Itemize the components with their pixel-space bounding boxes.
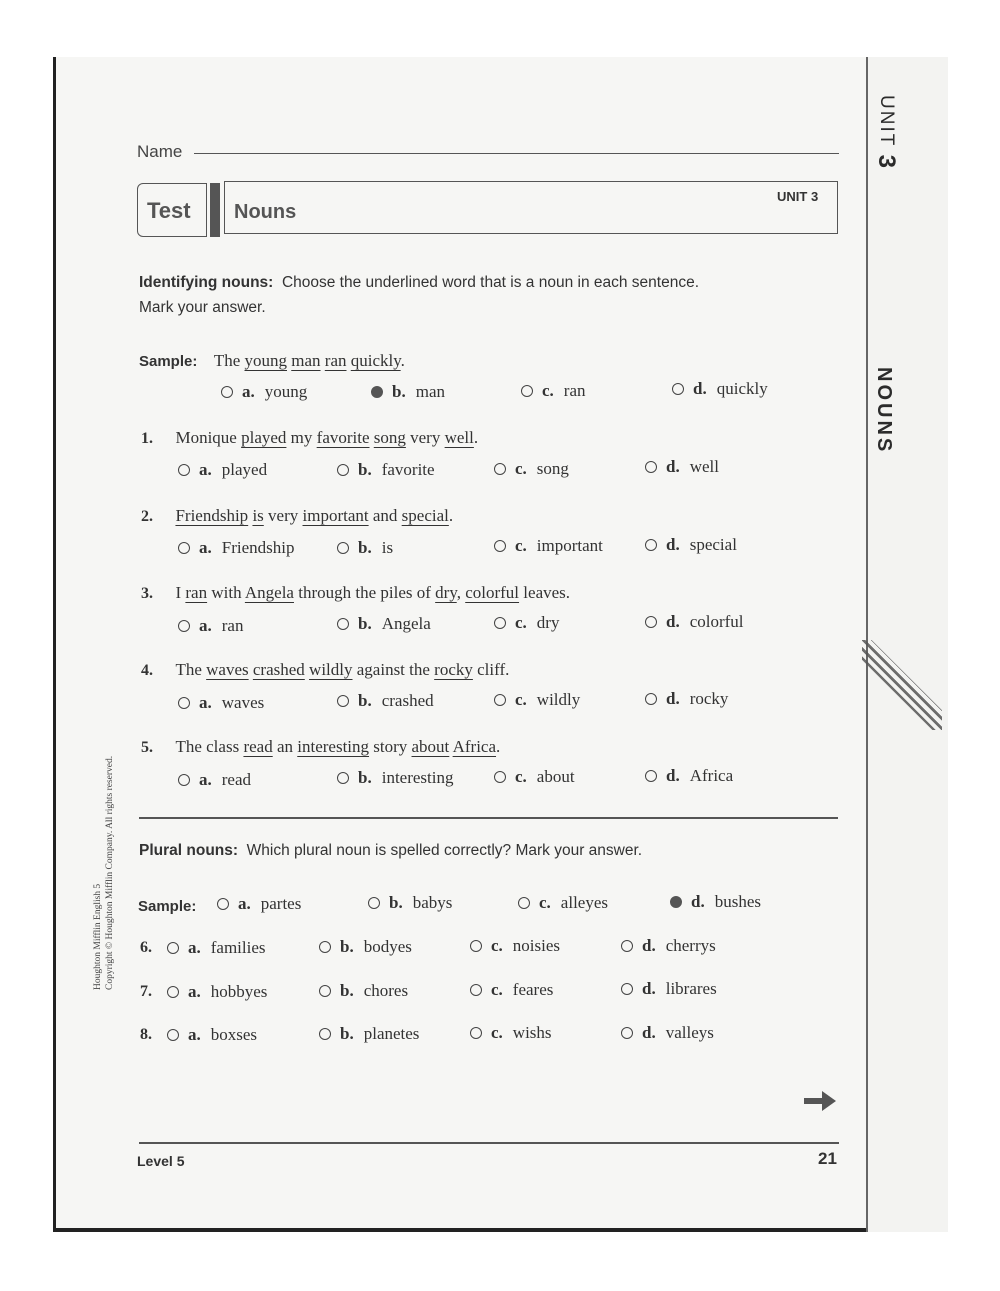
answer-bubble[interactable]	[470, 984, 482, 996]
sentence-part: ,	[456, 583, 466, 602]
answer-bubble[interactable]	[521, 385, 533, 397]
q2-option-a[interactable]	[178, 538, 294, 558]
option-letter: c.	[515, 536, 527, 555]
answer-bubble[interactable]	[167, 1029, 179, 1041]
answer-bubble[interactable]	[494, 771, 506, 783]
option-text: important	[536, 536, 603, 555]
option-text: babys	[412, 893, 453, 912]
option-letter: c.	[515, 459, 527, 478]
q4-option-d[interactable]	[645, 689, 728, 709]
sentence-part: The	[175, 660, 207, 679]
sample2-option-d[interactable]	[670, 892, 761, 912]
q3-option-d[interactable]	[645, 612, 744, 632]
option-letter: b.	[340, 937, 354, 956]
option-letter: d.	[642, 936, 656, 955]
underlined-word: read	[243, 737, 273, 756]
option-letter: d.	[693, 379, 707, 398]
answer-bubble[interactable]	[494, 694, 506, 706]
option-letter: a.	[199, 693, 212, 712]
option-letter: a.	[199, 538, 212, 557]
option-text: noisies	[512, 936, 561, 955]
answer-bubble[interactable]	[337, 542, 349, 554]
question-number: 2.	[141, 508, 153, 525]
sample2-option-b[interactable]	[368, 893, 452, 913]
sentence-part: Monique	[175, 428, 242, 447]
option-letter: c.	[539, 893, 551, 912]
underlined-word: Angela	[244, 583, 294, 602]
option-letter: d.	[666, 535, 680, 554]
q4-option-c[interactable]	[494, 690, 580, 710]
option-text: feares	[512, 980, 554, 999]
option-text: planetes	[363, 1024, 420, 1043]
underlined-word: favorite	[316, 428, 370, 447]
option-text: is	[381, 538, 394, 557]
side-unit-number: 3	[873, 154, 900, 170]
option-letter: b.	[358, 768, 372, 787]
option-text: valleys	[665, 1023, 714, 1042]
q7-option-c[interactable]	[470, 980, 553, 1000]
q8-option-a[interactable]	[167, 1025, 257, 1045]
answer-bubble[interactable]	[494, 540, 506, 552]
q6-option-b[interactable]	[319, 937, 412, 957]
sample1-option-c[interactable]	[521, 381, 586, 401]
footer-rule	[139, 1142, 839, 1144]
option-text: rocky	[689, 689, 729, 708]
option-text: special	[689, 535, 737, 554]
q4-option-b[interactable]	[337, 691, 434, 711]
option-text: wildly	[536, 690, 581, 709]
level-label: Level 5	[137, 1153, 185, 1169]
answer-bubble[interactable]	[621, 940, 633, 952]
option-letter: c.	[515, 767, 527, 786]
right-arrow-icon[interactable]	[802, 1088, 838, 1114]
option-text: bushes	[714, 892, 761, 911]
answer-bubble[interactable]	[645, 461, 657, 473]
underlined-word: rocky	[434, 660, 473, 679]
sample-text	[214, 351, 405, 370]
option-text: ran	[563, 381, 586, 400]
option-text: colorful	[689, 612, 744, 631]
question-number: 5.	[141, 739, 153, 756]
q1-option-b[interactable]	[337, 460, 435, 480]
option-letter: b.	[389, 893, 403, 912]
sentence-part: .	[496, 737, 501, 756]
sample1-option-a[interactable]	[221, 382, 307, 402]
underlined-word: colorful	[465, 583, 520, 602]
option-letter: a.	[199, 460, 212, 479]
option-letter: a.	[238, 894, 251, 913]
answer-bubble[interactable]	[167, 986, 179, 998]
option-text: crashed	[381, 691, 434, 710]
q3-option-a[interactable]	[178, 616, 243, 636]
question-number: 3.	[141, 585, 153, 602]
underlined-word: is	[252, 506, 264, 525]
option-letter: b.	[358, 538, 372, 557]
q5-option-b[interactable]	[337, 768, 453, 788]
q5-option-c[interactable]	[494, 767, 575, 787]
sentence-part: an	[272, 737, 298, 756]
option-letter: a.	[199, 616, 212, 635]
underlined-word: Africa	[452, 737, 497, 756]
copyright-line-2: Copyright © Houghton Mifflin Company. All rights reserved.	[105, 755, 115, 990]
answer-bubble[interactable]	[470, 940, 482, 952]
option-letter: a.	[188, 938, 201, 957]
underlined-word: waves	[206, 660, 249, 679]
underlined-word: special	[401, 506, 449, 525]
q2-option-c[interactable]	[494, 536, 603, 556]
answer-bubble[interactable]	[494, 617, 506, 629]
option-letter: b.	[392, 382, 406, 401]
answer-bubble-filled[interactable]	[670, 896, 682, 908]
answer-bubble[interactable]	[337, 618, 349, 630]
copyright-notice	[92, 756, 116, 990]
underlined-word: quickly	[350, 351, 401, 370]
question-5	[141, 737, 500, 757]
question-sentence	[175, 583, 570, 602]
page-number: 21	[818, 1149, 837, 1168]
option-text: librares	[665, 979, 717, 998]
option-letter: d.	[642, 979, 656, 998]
underlined-word: man	[291, 351, 321, 370]
option-letter: c.	[491, 980, 503, 999]
underlined-word: played	[241, 428, 287, 447]
sentence-part: .	[448, 506, 454, 525]
option-letter: d.	[666, 689, 680, 708]
option-letter: c.	[491, 1023, 503, 1042]
underlined-word: ran	[185, 583, 208, 602]
q6-option-a[interactable]	[167, 938, 266, 958]
option-text: boxses	[210, 1025, 258, 1044]
answer-bubble-filled[interactable]	[371, 386, 383, 398]
underlined-word: young	[244, 351, 287, 370]
underlined-word: interesting	[297, 737, 370, 756]
option-letter: a.	[199, 770, 212, 789]
sentence-part: .	[400, 351, 405, 370]
q2-option-d[interactable]	[645, 535, 737, 555]
side-tab-strip	[866, 57, 948, 1232]
q1-option-c[interactable]	[494, 459, 569, 479]
answer-bubble[interactable]	[319, 1028, 331, 1040]
question-7-number: 7.	[140, 983, 152, 1000]
option-text: wishs	[512, 1023, 552, 1042]
underlined-word: song	[373, 428, 406, 447]
answer-bubble[interactable]	[494, 463, 506, 475]
answer-bubble[interactable]	[518, 897, 530, 909]
q1-option-d[interactable]	[645, 457, 719, 477]
option-text: partes	[260, 894, 302, 913]
option-text: quickly	[716, 379, 768, 398]
option-letter: c.	[515, 690, 527, 709]
section-divider	[139, 817, 838, 819]
name-field[interactable]	[194, 153, 839, 154]
option-text: families	[210, 938, 266, 957]
section1-instruction-text: Choose the underlined word that is a noun in each sentence.	[281, 274, 700, 291]
option-text: Africa	[689, 766, 734, 785]
answer-bubble[interactable]	[621, 983, 633, 995]
question-sentence	[175, 428, 478, 447]
option-text: ran	[221, 616, 244, 635]
q7-option-d[interactable]	[621, 979, 717, 999]
option-text: Friendship	[221, 538, 295, 557]
option-text: young	[264, 382, 308, 401]
section1-heading: Identifying nouns:	[139, 274, 274, 291]
answer-bubble[interactable]	[167, 942, 179, 954]
answer-bubble[interactable]	[621, 1027, 633, 1039]
q7-option-a[interactable]	[167, 982, 267, 1002]
question-sentence	[175, 506, 453, 525]
answer-bubble[interactable]	[221, 386, 233, 398]
option-text: well	[689, 457, 719, 476]
option-text: hobbyes	[210, 982, 268, 1001]
question-1	[141, 428, 478, 448]
section2-instruction-text: Which plural noun is spelled correctly? Mark your answer.	[246, 842, 643, 859]
option-text: cherrys	[665, 936, 716, 955]
section2-heading: Plural nouns:	[139, 842, 239, 859]
q3-option-b[interactable]	[337, 614, 431, 634]
side-unit-word: UNIT	[876, 95, 897, 148]
option-text: read	[221, 770, 252, 789]
sentence-part: .	[473, 428, 479, 447]
sentence-part: cliff.	[472, 660, 510, 679]
underlined-word: about	[411, 737, 450, 756]
q6-option-d[interactable]	[621, 936, 716, 956]
question-4	[141, 660, 509, 680]
question-number: 1.	[141, 430, 153, 447]
underlined-word: well	[444, 428, 474, 447]
option-letter: b.	[340, 981, 354, 1000]
option-letter: c.	[542, 381, 554, 400]
answer-bubble[interactable]	[178, 542, 190, 554]
sample2-option-a[interactable]	[217, 894, 301, 914]
sentence-part: against the	[352, 660, 435, 679]
sample2-option-c[interactable]	[518, 893, 608, 913]
option-text: played	[221, 460, 268, 479]
answer-bubble[interactable]	[645, 770, 657, 782]
answer-bubble[interactable]	[337, 772, 349, 784]
option-text: favorite	[381, 460, 435, 479]
option-letter: b.	[358, 460, 372, 479]
underlined-word: important	[302, 506, 369, 525]
q8-option-c[interactable]	[470, 1023, 552, 1043]
answer-bubble[interactable]	[319, 985, 331, 997]
option-letter: a.	[188, 982, 201, 1001]
question-8-number: 8.	[140, 1026, 152, 1043]
answer-bubble[interactable]	[217, 898, 229, 910]
option-letter: b.	[358, 614, 372, 633]
answer-bubble[interactable]	[178, 697, 190, 709]
sample1-option-b[interactable]	[371, 382, 445, 402]
option-text: song	[536, 459, 569, 478]
q6-option-c[interactable]	[470, 936, 560, 956]
answer-bubble[interactable]	[368, 897, 380, 909]
question-sentence	[175, 737, 500, 756]
answer-bubble[interactable]	[672, 383, 684, 395]
section1-instruction	[139, 274, 699, 292]
page-title: Nouns	[234, 201, 297, 223]
option-letter: a.	[242, 382, 255, 401]
sentence-part: leaves.	[519, 583, 571, 602]
q5-option-d[interactable]	[645, 766, 733, 786]
sentence-part: The class	[175, 737, 244, 756]
option-letter: c.	[515, 613, 527, 632]
sentence-part: my	[286, 428, 317, 447]
q2-option-b[interactable]	[337, 538, 393, 558]
option-letter: d.	[666, 457, 680, 476]
sample2-label: Sample:	[138, 898, 197, 915]
option-letter: c.	[491, 936, 503, 955]
question-3	[141, 583, 570, 603]
sample-label: Sample:	[139, 353, 198, 370]
question-sentence	[175, 660, 509, 679]
option-text: about	[536, 767, 575, 786]
sentence-part: and	[368, 506, 402, 525]
question-2	[141, 506, 453, 526]
test-label: Test	[147, 198, 191, 223]
q7-option-b[interactable]	[319, 981, 408, 1001]
sentence-part: very	[263, 506, 303, 525]
title-box	[224, 181, 838, 234]
answer-bubble[interactable]	[178, 774, 190, 786]
underlined-word: crashed	[252, 660, 305, 679]
sentence-part: with	[207, 583, 245, 602]
copyright-line-1: Houghton Mifflin English 5	[93, 883, 103, 990]
q8-option-b[interactable]	[319, 1024, 419, 1044]
option-letter: d.	[666, 766, 680, 785]
underlined-word: ran	[324, 351, 347, 370]
answer-bubble[interactable]	[337, 464, 349, 476]
sample-sentence-1	[139, 351, 405, 371]
option-letter: d.	[642, 1023, 656, 1042]
side-unit-tab	[872, 95, 900, 170]
header-divider-bar	[210, 183, 220, 237]
option-text: bodyes	[363, 937, 412, 956]
q3-option-c[interactable]	[494, 613, 559, 633]
option-text: chores	[363, 981, 409, 1000]
question-number: 4.	[141, 662, 153, 679]
answer-bubble[interactable]	[337, 695, 349, 707]
option-letter: d.	[691, 892, 705, 911]
option-letter: b.	[358, 691, 372, 710]
name-label: Name	[137, 142, 183, 161]
option-text: dry	[536, 613, 560, 632]
answer-bubble[interactable]	[470, 1027, 482, 1039]
option-text: alleyes	[560, 893, 608, 912]
answer-bubble[interactable]	[645, 539, 657, 551]
sentence-part: through the piles of	[293, 583, 436, 602]
answer-bubble[interactable]	[645, 616, 657, 628]
option-text: man	[415, 382, 445, 401]
unit-label: UNIT 3	[777, 189, 819, 204]
q1-option-a[interactable]	[178, 460, 267, 480]
option-text: Angela	[381, 614, 431, 633]
question-6-number: 6.	[140, 939, 152, 956]
answer-bubble[interactable]	[319, 941, 331, 953]
q8-option-d[interactable]	[621, 1023, 714, 1043]
underlined-word: dry	[435, 583, 457, 602]
section1-instruction-line2: Mark your answer.	[139, 299, 266, 316]
option-text: interesting	[381, 768, 454, 787]
q4-option-a[interactable]	[178, 693, 264, 713]
sentence-part: I	[175, 583, 186, 602]
underlined-word: wildly	[309, 660, 353, 679]
option-text: waves	[221, 693, 265, 712]
sentence-part: story	[369, 737, 412, 756]
option-letter: b.	[340, 1024, 354, 1043]
section2-instruction	[139, 842, 642, 860]
answer-bubble[interactable]	[178, 464, 190, 476]
underlined-word: Friendship	[175, 506, 249, 525]
option-letter: a.	[188, 1025, 201, 1044]
answer-bubble[interactable]	[645, 693, 657, 705]
sentence-part: The	[213, 351, 245, 370]
sentence-part: very	[405, 428, 445, 447]
option-letter: d.	[666, 612, 680, 631]
answer-bubble[interactable]	[178, 620, 190, 632]
q5-option-a[interactable]	[178, 770, 251, 790]
side-topic-tab: NOUNS	[873, 367, 895, 455]
sample1-option-d[interactable]	[672, 379, 768, 399]
